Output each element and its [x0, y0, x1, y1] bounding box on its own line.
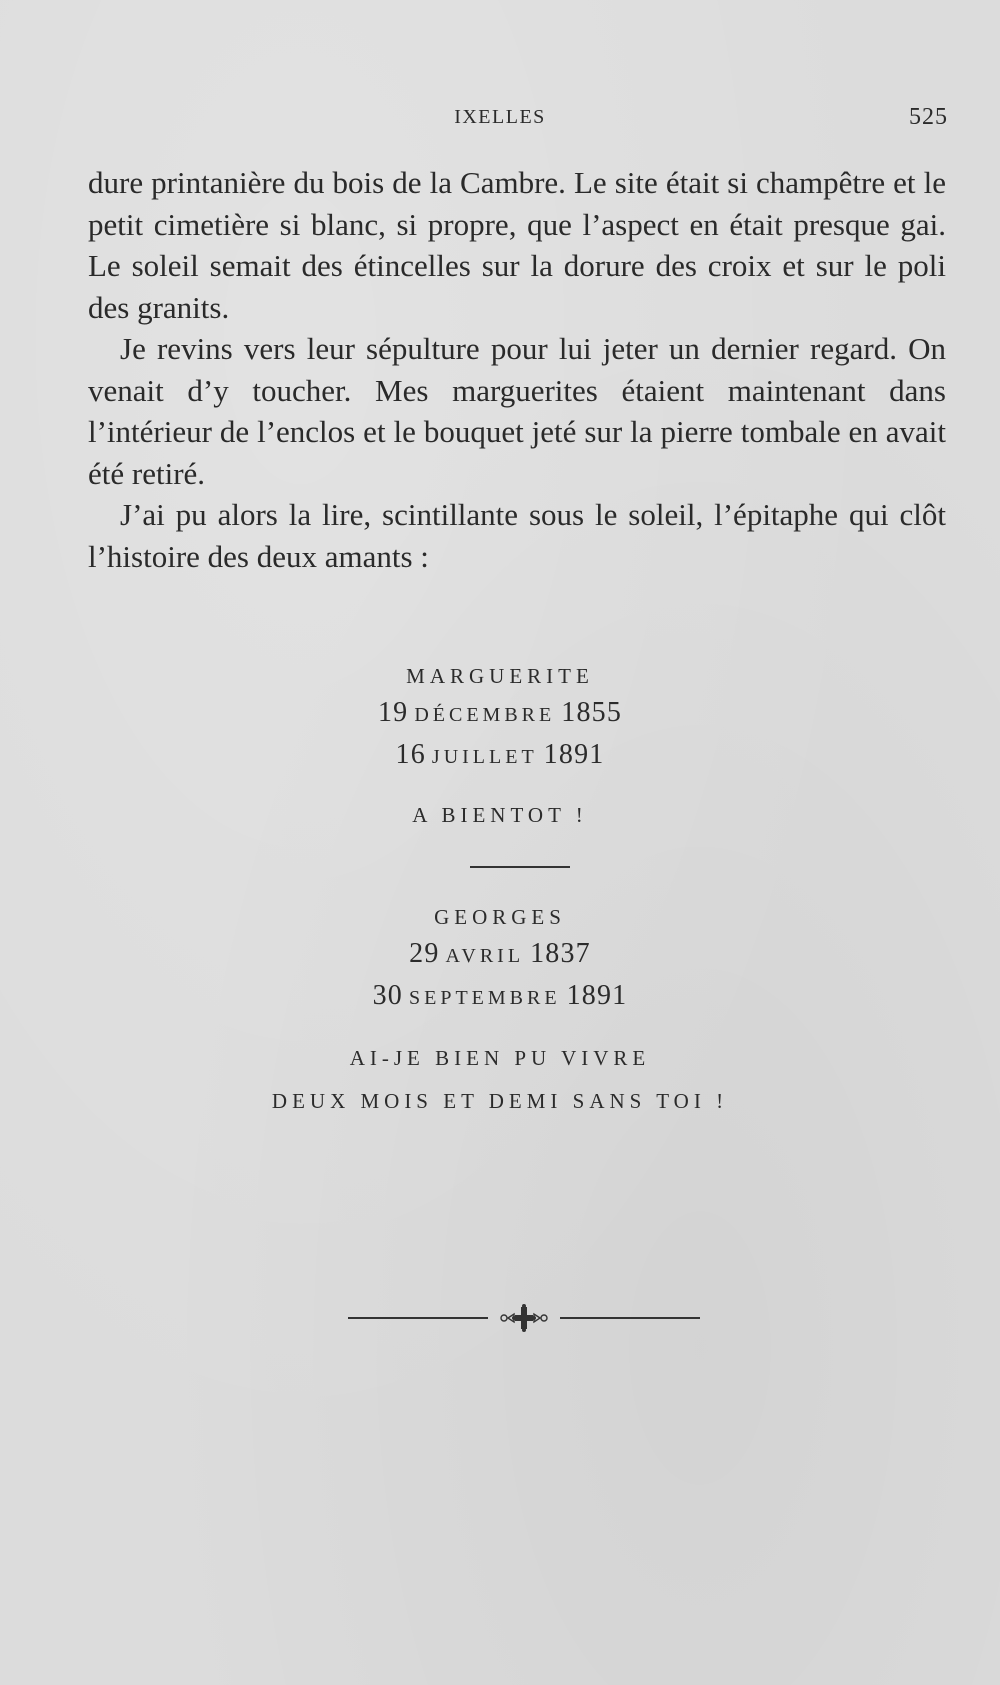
running-title: IXELLES — [454, 106, 546, 128]
birth-day: 19 — [377, 697, 409, 728]
birth-month: DÉCEMBRE — [414, 704, 556, 726]
page-number: 525 — [909, 104, 948, 130]
death-day: 16 — [395, 739, 426, 770]
epitaph-name-georges: GEORGES — [434, 905, 566, 929]
paragraph-3: J’ai pu alors la lire, scintillante sous le soleil, l’épitaphe qui clôt l’histoire des deux amants : — [88, 497, 946, 574]
death-day: 30 — [372, 980, 403, 1011]
birth-day: 29 — [409, 938, 440, 969]
birth-year: 1837 — [530, 938, 591, 969]
cross-ornament-icon — [498, 1303, 550, 1333]
running-head — [0, 106, 1000, 136]
death-month: JUILLET — [431, 746, 538, 768]
birth-year: 1855 — [561, 697, 623, 728]
death-month: SEPTEMBRE — [409, 987, 561, 1009]
paragraph-2: Je revins vers leur sépulture pour lui jeter un dernier regard. On venait d’y toucher. Mes marguerites étaient maintenant dans l’intérieur de l’enclos et le bouquet jeté sur la pierre tombale en avait été retiré. — [88, 331, 946, 491]
tailpiece-ornament — [348, 1303, 700, 1333]
epitaph-motto-marguerite: A BIENTOT ! — [412, 803, 588, 827]
epitaph-motto-georges-line1: AI-JE BIEN PU VIVRE — [349, 1046, 651, 1070]
death-year: 1891 — [566, 980, 628, 1011]
epitaph-death-georges — [0, 980, 1000, 1012]
tailpiece-line-left — [348, 1317, 488, 1319]
body-text — [88, 162, 946, 577]
epitaph-motto-georges-line2: DEUX MOIS ET DEMI SANS TOI ! — [271, 1089, 729, 1113]
birth-month: AVRIL — [445, 945, 525, 967]
epitaph-birth-marguerite — [0, 697, 1000, 729]
tailpiece-line-right — [560, 1317, 700, 1319]
epitaph-birth-georges — [0, 938, 1000, 970]
divider-rule — [470, 866, 570, 868]
epitaph-name-marguerite: MARGUERITE — [406, 664, 594, 688]
paragraph-1: dure printanière du bois de la Cambre. Le site était si champêtre et le petit cimetière si blanc, si propre, que l’aspect en était presque gai. Le soleil semait des étincelles sur la dorure des croix et sur le poli des granits. — [88, 165, 946, 325]
death-year: 1891 — [543, 739, 605, 770]
epitaph-death-marguerite — [0, 739, 1000, 771]
